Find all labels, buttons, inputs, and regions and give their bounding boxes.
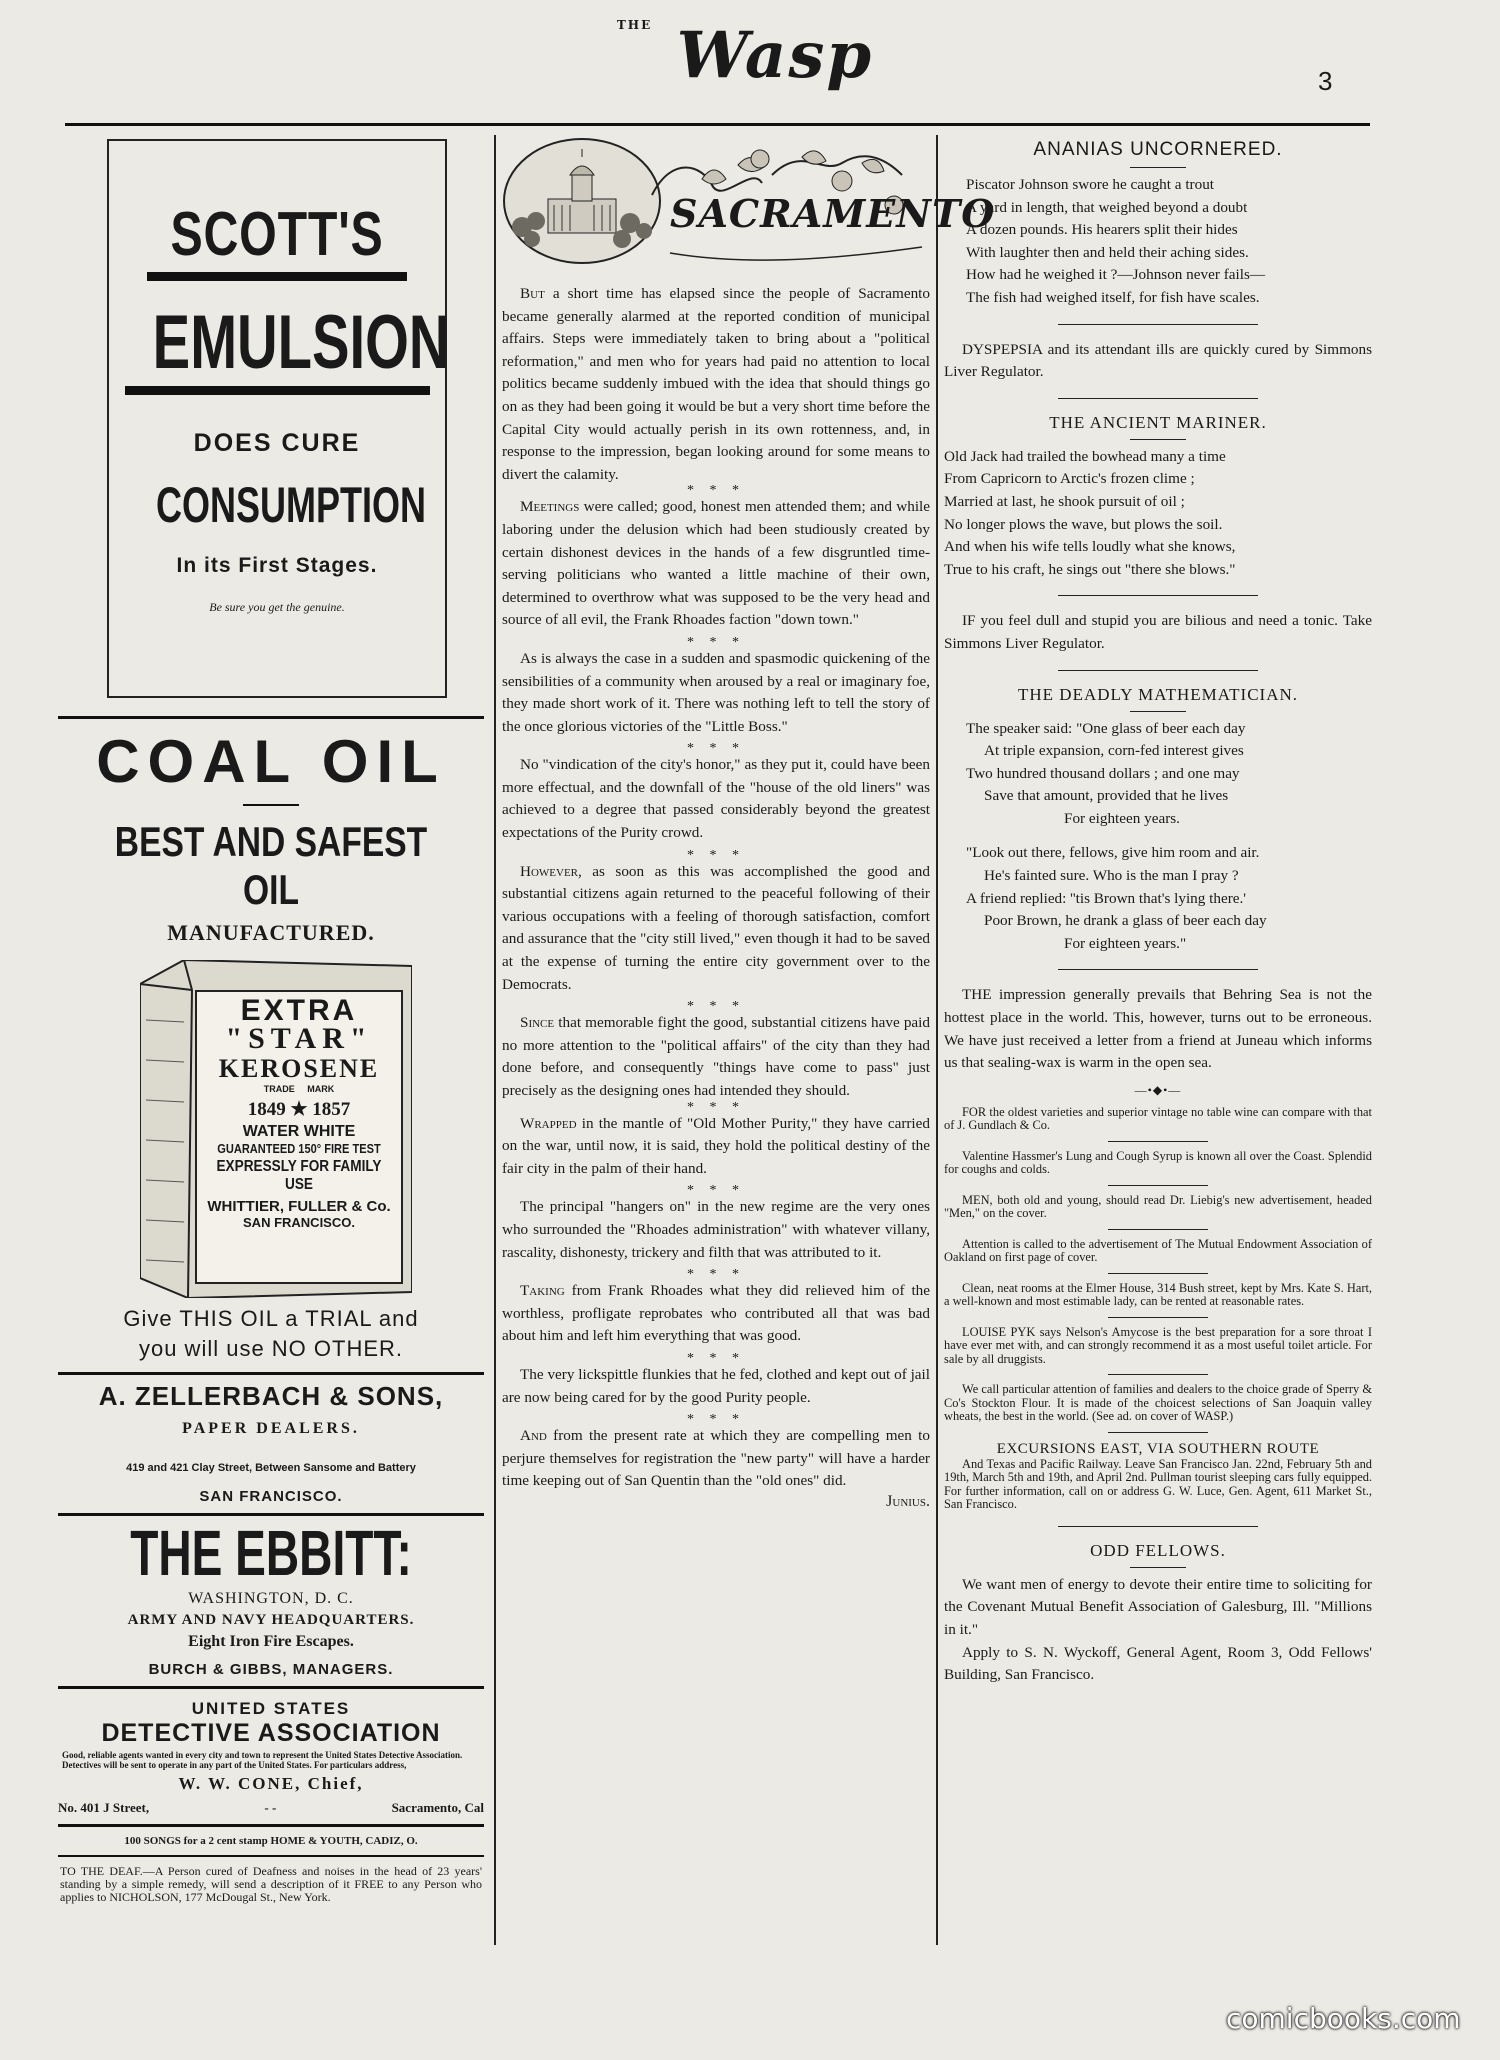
divider: [1058, 398, 1258, 399]
mathematician-poem: [944, 718, 1372, 956]
column-divider-2: [936, 135, 938, 1945]
poem-line: He's fainted sure. Who is the man I pray ?: [984, 867, 1239, 885]
poem-line: Old Jack had trailed the bowhead many a time: [944, 447, 1226, 465]
watermark: comicbooks.com: [1226, 2002, 1461, 2035]
divider: [1108, 1317, 1208, 1318]
masthead-title: Wasp: [676, 18, 874, 93]
poem-line: At triple expansion, corn-fed interest gives: [984, 742, 1244, 760]
coal-oil-manufactured: MANUFACTURED.: [167, 920, 375, 945]
can-kerosene: KEROSENE: [218, 1054, 380, 1083]
poem-line: Poor Brown, he drank a glass of beer each day: [984, 912, 1267, 930]
poem-line: From Capricorn to Arctic's frozen clime ;: [944, 470, 1195, 488]
zellerbach-city: SAN FRANCISCO.: [199, 1488, 343, 1505]
ananias-title: ANANIAS UNCORNERED.: [1033, 139, 1283, 160]
oddfellows-p2: Apply to S. N. Wyckoff, General Agent, Room 3, Odd Fellows' Building, San Francisco.: [944, 1643, 1372, 1684]
article-paragraph: [502, 1280, 930, 1348]
rule: [58, 1686, 484, 1689]
divider: [1058, 595, 1258, 596]
songs-ad: 100 SONGS for a 2 cent stamp HOME & YOUTH, CADIZ, O.: [124, 1835, 418, 1847]
zellerbach-ad: [58, 1381, 484, 1505]
paragraph-text: No "vindication of the city's honor," as they put it, could have been more effectual, and the downfall of the "house of the old liners" was achieved to a degree that passed considerably beyond the greatest expectations of the Purity crowd.: [502, 756, 930, 842]
can-trade: TRADE: [263, 1084, 295, 1094]
can-water-white: WATER WHITE: [242, 1123, 356, 1140]
section-stars: * * *: [687, 1267, 745, 1283]
article-paragraph: [502, 648, 930, 738]
rule: [58, 716, 484, 719]
paragraph-lead: Taking: [520, 1282, 565, 1300]
short-notice: We call particular attention of families and dealers to the choice grade of Sperry & Co's Stockton Flour. It is made of the choicest selections of San Joaquin valley wheats, the best in the world. (See ad. on cover of WASP.): [944, 1382, 1372, 1424]
middle-column: [502, 135, 996, 1511]
paragraph-text: that memorable fight the good, substantial citizens have paid no more attention to the "political affairs" of the city than they had done before, and consequently "things have come to pass" just precisely as the designing ones had intended they should.: [502, 1014, 930, 1099]
poem-line: Married at last, he shook pursuit of oil ;: [944, 492, 1185, 510]
paragraph-text: from the present rate at which they are compelling men to perjure themselves for registration the "new party" will have a harder time keeping out of San Quentin than the "old ones" did.: [502, 1427, 930, 1490]
column-divider-1: [494, 135, 496, 1945]
paragraph-lead: And: [520, 1427, 547, 1445]
title-bar: [1130, 711, 1186, 712]
tonic-notice: IF you feel dull and stupid you are bilious and need a tonic. Take Simmons Liver Regulator.: [944, 612, 1372, 652]
paragraph-text: The very lickspittle flunkies that he fed, clothed and kept out of jail are now being cared for by the good Purity people.: [502, 1365, 930, 1406]
divider: [1108, 1374, 1208, 1375]
trial-line-1: Give THIS OIL a TRIAL and: [123, 1306, 419, 1331]
title-bar: [1130, 1567, 1186, 1568]
poem-line: Save that amount, provided that he lives: [984, 787, 1229, 805]
sacramento-banner: [502, 135, 996, 277]
detective-street: No. 401 J Street,: [58, 1800, 150, 1815]
coal-oil-ad: [58, 727, 484, 946]
divider: [1108, 1273, 1208, 1274]
scott-product: EMULSION: [152, 300, 450, 385]
section-stars: * * *: [687, 634, 745, 650]
sacramento-title: SACRAMENTO: [670, 191, 996, 236]
poem-line: No longer plows the wave, but plows the soil.: [944, 515, 1223, 533]
divider: [1058, 1526, 1258, 1527]
can-label: [195, 990, 403, 1284]
scott-bar: [147, 272, 407, 281]
ebbitt-name: THE EBBITT:: [130, 1517, 412, 1589]
poem-line: Two hundred thousand dollars ; and one may: [966, 764, 1240, 782]
section-stars: * * *: [687, 1183, 745, 1199]
poem-line: And when his wife tells loudly what she knows,: [944, 538, 1236, 556]
divider: [1058, 969, 1258, 970]
ebbitt-managers: BURCH & GIBBS, MANAGERS.: [148, 1661, 394, 1678]
divider: [1108, 1185, 1208, 1186]
poem-line: The fish had weighed itself, for fish have scales.: [966, 288, 1260, 306]
detective-address: [58, 1800, 484, 1816]
trial-line-2: you will use NO OTHER.: [138, 1336, 404, 1361]
poem-line: For eighteen years.: [1064, 809, 1180, 827]
detective-dash: - -: [264, 1800, 277, 1815]
coal-oil-subhead: BEST AND SAFEST OIL: [114, 818, 428, 913]
rule: [58, 1855, 484, 1857]
article-paragraph: [502, 1012, 930, 1102]
divider: [1058, 670, 1258, 671]
excursions-body: And Texas and Pacific Railway. Leave San Francisco Jan. 22nd, February 5th and 19th, March 5th and 19th, and April 2nd. Pullman tourist sleeping cars fully equipped. For further information, call on or address G. W. Luce, Gen. Agent, 611 Market St., San Francisco.: [944, 1456, 1372, 1512]
dyspepsia-notice: DYSPEPSIA and its attendant ills are quickly cured by Simmons Liver Regulator.: [944, 340, 1372, 381]
mathematician-title: THE DEADLY MATHEMATICIAN.: [1018, 684, 1298, 704]
poem-line: "Look out there, fellows, give him room and air.: [966, 844, 1260, 862]
paragraph-text: a short time has elapsed since the people of Sacramento became generally alarmed at the reported condition of municipal affairs. Steps were immediately taken to bring about a "political reformation," and men who for years had paid no attention to local politics became suddenly imbued with the idea that should things go on as they had been going it would be but a very short time before the Capital City would actually perish in its own rottenness, and, in response to the impression, began looking around for some means to divert the calamity.: [502, 285, 930, 483]
scott-stage: In its First Stages.: [176, 554, 378, 577]
ebbitt-hq: ARMY AND NAVY HEADQUARTERS.: [127, 1612, 415, 1628]
divider: [1108, 1432, 1208, 1433]
paragraph-text: from Frank Rhoades what they did relieved him of the worthless, profligate reprobates who contributed all that was bad about him and left him everything that was good.: [502, 1282, 930, 1345]
short-notice: FOR the oldest varieties and superior vintage no table wine can compare with that of J. Gundlach & Co.: [944, 1104, 1372, 1133]
paragraph-text: The principal "hangers on" in the new regime are the very ones who surrounded the "Rhoades administration" with whatever villany, rascality, dishonesty, trickery and filth that was attributed to it.: [502, 1198, 930, 1261]
can-family-use: EXPRESSLY FOR FAMILY USE: [216, 1158, 382, 1193]
article-paragraph: [502, 496, 930, 632]
ebbitt-city: WASHINGTON, D. C.: [188, 1590, 354, 1607]
detective-line-1: UNITED STATES: [191, 1699, 351, 1718]
deaf-ad: TO THE DEAF.—A Person cured of Deafness and noises in the head of 23 years' standing by a simple remedy, will send a description of it FREE to any Person who applies to NICHOLSON, 177 McDougal St., New York.: [60, 1864, 482, 1904]
page-number: 3: [1318, 66, 1333, 96]
divider: [1108, 1229, 1208, 1230]
article-paragraph: [502, 754, 930, 844]
left-column: [58, 135, 484, 1904]
zellerbach-address: 419 and 421 Clay Street, Between Sansome and Battery: [126, 1462, 416, 1474]
rule: [58, 1824, 484, 1827]
article-paragraph: [502, 283, 930, 486]
zellerbach-trade: PAPER DEALERS.: [182, 1420, 360, 1437]
can-years: 1849 ★ 1857: [247, 1099, 351, 1120]
title-bar: [1130, 439, 1186, 440]
section-stars: * * *: [687, 1350, 745, 1366]
short-notices: [944, 1106, 1372, 1424]
paragraph-text: in the mantle of "Old Mother Purity," they have carried on the war, until now, it is said, they hold the political destiny of the fair city in the palm of their hand.: [502, 1114, 930, 1177]
sacramento-article: [502, 283, 930, 1511]
poem-line: For eighteen years.": [1064, 934, 1187, 952]
divider: [1058, 324, 1258, 325]
top-rule: [65, 123, 1370, 126]
article-signoff: [502, 1493, 930, 1511]
ornament-divider: —•◆•—: [1134, 1082, 1182, 1097]
paragraph-text: were called; good, honest men attended them; and while laboring under the delusion which had been studiously created by certain dishonest devices in the hands of a few disgruntled time-serving politicians who wanted a little machine of their own, determined to overthrow what was supposed to be the very head and source of all evil, the Frank Rhoades faction "down town.": [502, 498, 930, 629]
scott-brand: SCOTT'S: [170, 200, 384, 269]
short-notice: Valentine Hassmer's Lung and Cough Syrup is known all over the Coast. Splendid for coughs and colds.: [944, 1148, 1372, 1177]
detective-city: Sacramento, Cal: [391, 1800, 484, 1815]
can-extra: EXTRA: [240, 994, 358, 1027]
paragraph-lead: Meetings: [520, 498, 580, 516]
short-notice: Attention is called to the advertisement of The Mutual Endowment Association of Oakland on first page of cover.: [944, 1236, 1372, 1265]
zellerbach-name: A. ZELLERBACH & SONS,: [98, 1381, 444, 1411]
article-paragraph: [502, 1364, 930, 1409]
section-stars: * * *: [687, 1412, 745, 1428]
detective-line-2: DETECTIVE ASSOCIATION: [101, 1719, 441, 1747]
can-fire-test: GUARANTEED 150° FIRE TEST: [217, 1141, 381, 1156]
short-notice: Clean, neat rooms at the Elmer House, 314 Bush street, kept by Mrs. Kate S. Hart, a well-known and most estimable lady, can be rented at reasonable rates.: [944, 1280, 1372, 1309]
divider: [1108, 1141, 1208, 1142]
article-signature: Junius.: [886, 1492, 930, 1510]
detective-chief: W. W. CONE, Chief,: [178, 1774, 364, 1793]
scotts-emulsion-ad: [107, 139, 450, 698]
short-notice: MEN, both old and young, should read Dr. Liebig's new advertisement, headed "Men," on the cover.: [944, 1192, 1372, 1221]
poem-line: With laughter then and held their aching sides.: [966, 243, 1249, 261]
mariner-title: THE ANCIENT MARINER.: [1049, 412, 1267, 432]
coal-bar: [243, 804, 299, 806]
section-stars: * * *: [687, 483, 745, 499]
scott-bar-2: [125, 386, 430, 395]
behring-notice: THE impression generally prevails that Behring Sea is not the hottest place in the world. This, however, turns out to be erroneous. We have just received a letter from a friend at Juneau which informs us that sealing-wax is warm in the open sea.: [944, 986, 1372, 1072]
can-city: SAN FRANCISCO.: [243, 1215, 355, 1230]
paragraph-lead: Wrapped: [520, 1114, 577, 1132]
article-paragraph: [502, 1196, 930, 1264]
poem-line: True to his craft, he sings out "there she blows.": [944, 560, 1236, 578]
section-stars: * * *: [687, 999, 745, 1015]
mariner-poem: [944, 446, 1372, 582]
poem-line: A dozen pounds. His hearers split their hides: [966, 221, 1238, 239]
paragraph-text: , as soon as this was accomplished the good and substantial citizens again returned to the peaceful following of their various occupations with a feeling of thorough satisfaction, comfort and assurance that the "city still lived," even though it had to be saved at the expense of turning the entire city government over to the Democrats.: [502, 862, 930, 993]
paragraph-text: As is always the case in a sudden and spasmodic quickening of the sensibilities of a community when aroused by a real or imaginary foe, they made short work of it. There was nothing left to tell the story of the once glorious victories of the "Little Boss.": [502, 649, 930, 735]
poem-line: A yard in length, that weighed beyond a doubt: [966, 198, 1248, 216]
article-paragraph: [502, 861, 930, 997]
short-notice: LOUISE PYK says Nelson's Amycose is the best preparation for a sore throat I have ever met with, and can strongly recommend it as a most useful toilet article. For sale by all druggists.: [944, 1324, 1372, 1366]
article-paragraph: [502, 1113, 930, 1181]
detective-body: Good, reliable agents wanted in every city and town to represent the United States Detective Association. Detectives will be sent to operate in any part of the United States. For particulars address,: [62, 1750, 463, 1770]
coal-oil-headline: COAL OIL: [96, 728, 446, 795]
poem-line: The speaker said: "One glass of beer each day: [966, 719, 1246, 737]
poem-line: Piscator Johnson swore he caught a trout: [966, 176, 1215, 193]
kerosene-can-illustration: [140, 960, 412, 1298]
ebbitt-ad: [58, 1516, 484, 1678]
masthead-logo: [0, 18, 1500, 93]
section-stars: * * *: [687, 741, 745, 757]
trial-slogan: [58, 1304, 484, 1364]
scott-genuine: Be sure you get the genuine.: [209, 600, 345, 614]
masthead-the: THE: [616, 18, 653, 32]
article-paragraph: [502, 1425, 930, 1493]
scott-claim: DOES CURE: [193, 429, 361, 457]
ananias-poem: [944, 174, 1372, 310]
paragraph-lead: But: [520, 285, 545, 302]
ebbitt-escapes: Eight Iron Fire Escapes.: [188, 1633, 354, 1650]
paragraph-lead: Since: [520, 1014, 555, 1032]
can-star: "STAR": [225, 1022, 373, 1055]
oddfellows-title: ODD FELLOWS.: [1090, 1540, 1226, 1560]
scott-disease: CONSUMPTION: [156, 477, 427, 533]
excursions-title: EXCURSIONS EAST, VIA SOUTHERN ROUTE: [996, 1440, 1320, 1457]
right-column: [944, 135, 1372, 1687]
poem-line: A friend replied: ''tis Brown that's lying there.': [966, 889, 1247, 907]
poem-line: How had he weighed it ?—Johnson never fails—: [966, 266, 1266, 284]
section-stars: * * *: [687, 1099, 745, 1115]
detective-ad: [58, 1699, 484, 1816]
can-maker: WHITTIER, FULLER & Co.: [207, 1198, 391, 1215]
oddfellows-p1: We want men of energy to devote their entire time to soliciting for the Covenant Mutual Benefit Association of Galesburg, Ill. "Millions in it.": [944, 1575, 1372, 1638]
paragraph-lead: However: [520, 862, 579, 880]
section-stars: * * *: [687, 847, 745, 863]
title-bar: [1130, 167, 1186, 168]
rule: [58, 1372, 484, 1375]
can-mark: MARK: [307, 1084, 335, 1094]
